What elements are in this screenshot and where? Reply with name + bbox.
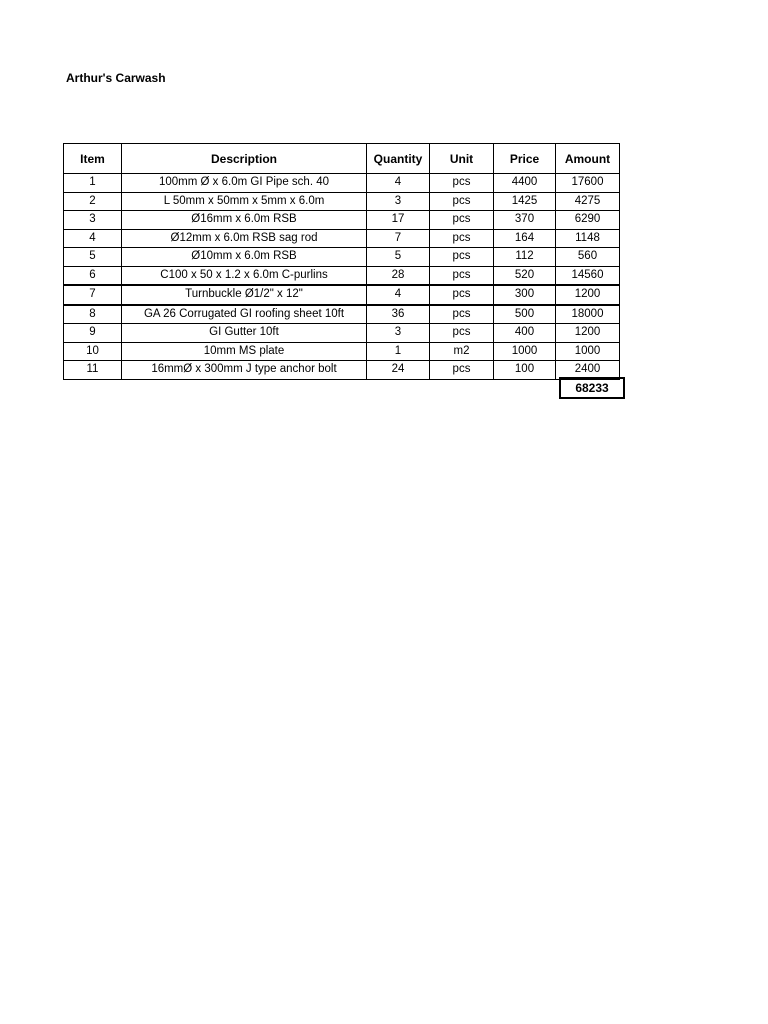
cell-description: 16mmØ x 300mm J type anchor bolt	[122, 361, 367, 380]
cell-amount: 6290	[556, 211, 620, 230]
cell-unit: pcs	[430, 285, 494, 305]
cell-description: L 50mm x 50mm x 5mm x 6.0m	[122, 192, 367, 211]
table-row	[64, 211, 620, 230]
cell-description: Ø12mm x 6.0m RSB sag rod	[122, 229, 367, 248]
cell-amount: 560	[556, 248, 620, 267]
cell-price: 520	[494, 266, 556, 285]
cell-quantity: 24	[367, 361, 430, 380]
cell-unit: pcs	[430, 211, 494, 230]
header-quantity: Quantity	[367, 144, 430, 174]
cell-price: 4400	[494, 174, 556, 193]
cell-quantity: 5	[367, 248, 430, 267]
cell-description: Ø10mm x 6.0m RSB	[122, 248, 367, 267]
cell-quantity: 3	[367, 324, 430, 343]
cell-amount: 18000	[556, 305, 620, 324]
cell-description: Ø16mm x 6.0m RSB	[122, 211, 367, 230]
cell-unit: pcs	[430, 266, 494, 285]
cell-price: 100	[494, 361, 556, 380]
cell-amount: 14560	[556, 266, 620, 285]
cell-price: 112	[494, 248, 556, 267]
cell-description: 10mm MS plate	[122, 342, 367, 361]
cell-description: GI Gutter 10ft	[122, 324, 367, 343]
table-row	[64, 285, 620, 305]
header-price: Price	[494, 144, 556, 174]
cell-item: 4	[64, 229, 122, 248]
document-title: Arthur's Carwash	[66, 71, 166, 85]
header-unit: Unit	[430, 144, 494, 174]
cell-description: GA 26 Corrugated GI roofing sheet 10ft	[122, 305, 367, 324]
table-row	[64, 266, 620, 285]
table-row	[64, 305, 620, 324]
cell-item: 10	[64, 342, 122, 361]
total-amount: 68233	[559, 377, 625, 399]
cell-description: C100 x 50 x 1.2 x 6.0m C-purlins	[122, 266, 367, 285]
cell-unit: pcs	[430, 229, 494, 248]
cell-unit: pcs	[430, 305, 494, 324]
table-row	[64, 174, 620, 193]
header-description: Description	[122, 144, 367, 174]
cell-item: 7	[64, 285, 122, 305]
cell-amount: 2400	[556, 361, 620, 380]
cell-unit: pcs	[430, 361, 494, 380]
cell-item: 8	[64, 305, 122, 324]
cell-quantity: 28	[367, 266, 430, 285]
cell-unit: pcs	[430, 174, 494, 193]
cell-description: Turnbuckle Ø1/2" x 12"	[122, 285, 367, 305]
cell-item: 11	[64, 361, 122, 380]
cell-quantity: 7	[367, 229, 430, 248]
table-row	[64, 192, 620, 211]
cell-unit: m2	[430, 342, 494, 361]
table-row	[64, 248, 620, 267]
table-body	[64, 174, 620, 380]
cell-price: 164	[494, 229, 556, 248]
cell-unit: pcs	[430, 192, 494, 211]
cell-item: 2	[64, 192, 122, 211]
cell-amount: 1148	[556, 229, 620, 248]
cell-price: 500	[494, 305, 556, 324]
cell-price: 300	[494, 285, 556, 305]
cell-unit: pcs	[430, 324, 494, 343]
cell-quantity: 17	[367, 211, 430, 230]
cell-item: 3	[64, 211, 122, 230]
cell-quantity: 4	[367, 285, 430, 305]
header-amount: Amount	[556, 144, 620, 174]
cell-amount: 1000	[556, 342, 620, 361]
cell-amount: 4275	[556, 192, 620, 211]
table-row	[64, 361, 620, 380]
cell-quantity: 4	[367, 174, 430, 193]
header-item: Item	[64, 144, 122, 174]
materials-table	[63, 143, 620, 380]
cell-item: 6	[64, 266, 122, 285]
table-row	[64, 229, 620, 248]
cell-amount: 17600	[556, 174, 620, 193]
cell-item: 5	[64, 248, 122, 267]
cell-price: 400	[494, 324, 556, 343]
cell-item: 1	[64, 174, 122, 193]
cell-amount: 1200	[556, 285, 620, 305]
cell-item: 9	[64, 324, 122, 343]
table-header-row	[64, 144, 620, 174]
cell-price: 1425	[494, 192, 556, 211]
cell-price: 1000	[494, 342, 556, 361]
cell-quantity: 1	[367, 342, 430, 361]
cell-quantity: 36	[367, 305, 430, 324]
cell-price: 370	[494, 211, 556, 230]
table-row	[64, 342, 620, 361]
cell-unit: pcs	[430, 248, 494, 267]
cell-quantity: 3	[367, 192, 430, 211]
cell-description: 100mm Ø x 6.0m GI Pipe sch. 40	[122, 174, 367, 193]
cell-amount: 1200	[556, 324, 620, 343]
table-row	[64, 324, 620, 343]
